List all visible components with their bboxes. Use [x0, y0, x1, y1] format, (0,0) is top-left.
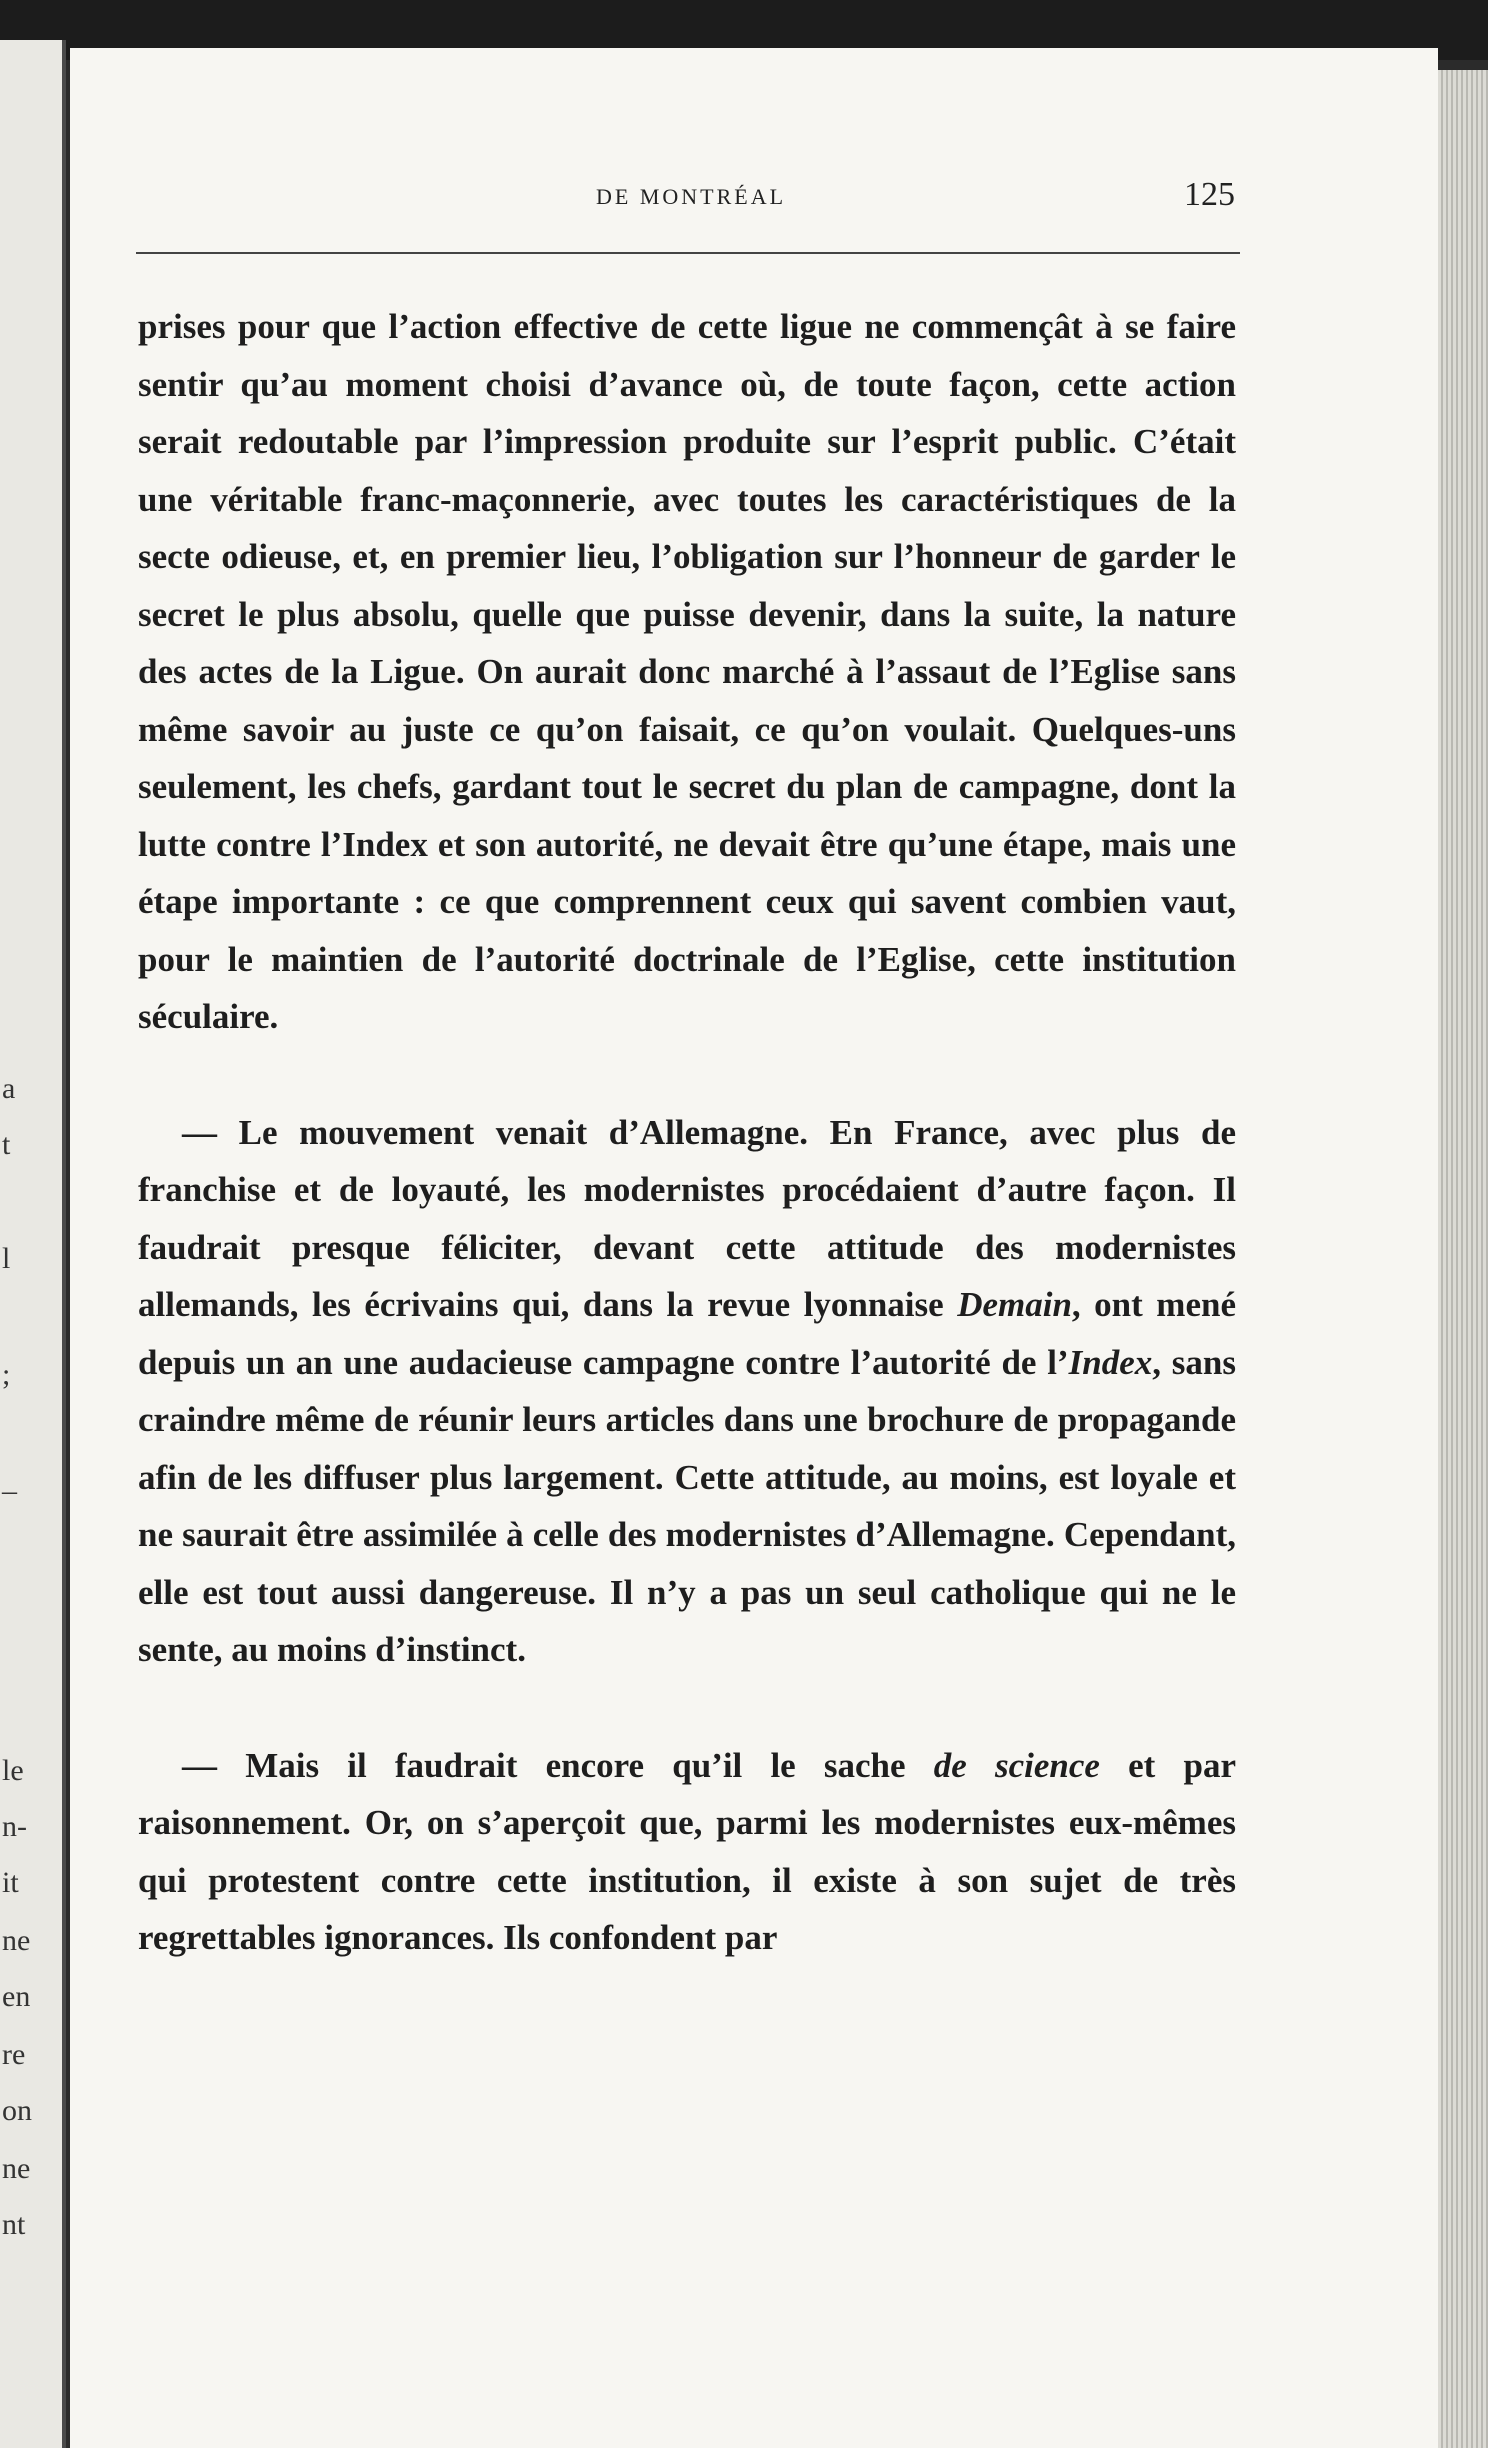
adjacent-page-fragment: nt [2, 2208, 26, 2241]
adjacent-page-fragment: ; [2, 1358, 11, 1391]
text-run: , sans craindre même de réunir leurs articles dans une brochure de propagande afin de les diffuser plus largement. Cette attitude, au moins, est loyale et ne saurait être assimilée à celle des modernistes d’Allemagne. Cependant, elle est tout aussi dangereuse. Il n’y a pas un seul catholique qui ne le sente, au moins d’instinct. [138, 1342, 1236, 1669]
adjacent-page-fragment: a [2, 1072, 16, 1105]
text-run: — Le mouvement venait d’Allemagne. En France, avec plus de franchise et de loyauté, les modernistes procédaient d’autre façon. Il faudrait presque féliciter, devant cette attitude des modernistes allemands, les écrivains qui, dans la revue lyonnaise [138, 1112, 1236, 1324]
text-run: et par raisonnement. Or, on s’aperçoit que, parmi les modernistes eux-mêmes qui protestent contre cette institution, il existe à son sujet de très regrettables ignorances. Ils confondent par [138, 1745, 1236, 1957]
paragraph [138, 298, 1236, 1046]
adjacent-page-fragment: it [2, 1866, 19, 1899]
adjacent-page-edge [0, 40, 66, 2448]
paragraph [138, 1737, 1236, 1967]
page-number: 125 [1184, 176, 1235, 213]
page-stack-edge [1438, 70, 1488, 2448]
adjacent-page-fragment: on [2, 2094, 32, 2127]
adjacent-page-fragment: ne [2, 2152, 31, 2185]
adjacent-page-fragment: en [2, 1980, 31, 2013]
adjacent-page-fragment: ne [2, 1924, 31, 1957]
italic-title: Demain [957, 1285, 1072, 1324]
italic-phrase: de science [933, 1745, 1100, 1785]
adjacent-page-fragment: t [2, 1128, 11, 1161]
adjacent-page-fragment: n- [2, 1810, 27, 1843]
text-run: — Mais il faudrait encore qu’il le sache [182, 1745, 934, 1785]
header-rule [136, 252, 1240, 254]
adjacent-page-fragment: l [2, 1242, 11, 1275]
adjacent-page-fragment: re [2, 2038, 26, 2071]
body-text [138, 298, 1236, 1967]
text-run: prises pour que l’action effective de cette ligue ne commençât à se faire sentir qu’au moment choisi d’avance où, de toute façon, cette action serait redoutable par l’impression produite sur l’esprit public. C’était une véritable franc-maçonnerie, avec toutes les caractéristiques de la secte odieuse, et, en premier lieu, l’obligation sur l’honneur de garder le secret le plus absolu, quelle que puisse devenir, dans la suite, la nature des actes de la Ligue. On aurait donc marché à l’assaut de l’Eglise sans même savoir au juste ce qu’on faisait, ce qu’on voulait. Quelques-uns seulement, les chefs, gardant tout le secret du plan de campagne, dont la lutte contre l’Index et son autorité, ne devait être qu’une étape, mais une étape importante : ce que comprennent ceux qui savent combien vaut, pour le maintien de l’autorité doctrinale de l’Eglise, cette institution séculaire. [138, 307, 1236, 1036]
running-head: DE MONTRÉAL [596, 184, 787, 209]
paragraph [138, 1104, 1236, 1679]
italic-title: Index [1068, 1342, 1153, 1382]
text-run: , ont mené depuis un an une audacieuse campagne contre l’autorité de l’ [138, 1285, 1237, 1382]
adjacent-page-fragment: le [2, 1754, 24, 1787]
adjacent-page-fragment: – [2, 1474, 17, 1507]
